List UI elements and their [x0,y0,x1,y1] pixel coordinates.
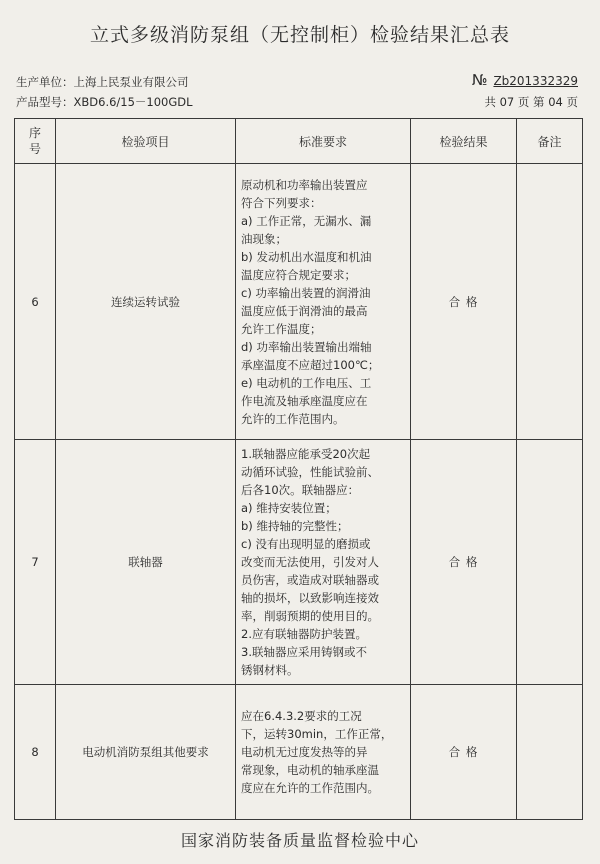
requirement-line: 温度应符合规定要求； [241,267,356,282]
inspection-result: 合 格 [411,164,517,440]
header-no: 序号 [15,119,56,164]
report-number-line [472,71,578,89]
manufacturer-label: 生产单位： [16,75,74,89]
requirement-line: 2.应有联轴器防护装置。 [241,627,367,641]
header-remark: 备注 [517,119,583,164]
requirement-line: 温度应低于润滑油的最高 [241,303,368,318]
standard-requirement [236,685,411,820]
inspection-item: 联轴器 [56,440,236,685]
manufacturer-line [16,74,189,90]
row-number: 6 [15,164,56,440]
requirement-line: 轴的损坏，以致影响连接效 [241,591,379,605]
requirement-line: 动循环试验，性能试验前、 [241,465,379,479]
requirement-line: a) 工作正常，无漏水、漏 [241,213,372,228]
number-symbol: № [471,71,488,89]
requirement-line: 油现象； [241,231,287,246]
model-value: XBD6.6/15－100GDL [73,95,193,109]
requirement-line: 改变而无法使用，引发对人 [241,555,379,569]
requirement-line: 允许的工作范围内。 [241,411,345,426]
table-row [15,164,583,440]
requirement-line: b) 维持轴的完整性； [241,519,349,533]
requirement-line: 度应在允许的工作范围内。 [241,781,379,795]
requirement-line: 后各10次。联轴器应： [241,483,360,497]
remark [517,440,583,685]
table-header-row [15,119,583,164]
requirement-line: 允许工作温度； [241,321,322,336]
results-table [14,118,583,820]
requirement-line: 原动机和功率输出装置应 [241,177,368,192]
requirement-line: e) 电动机的工作电压、工 [241,375,372,390]
header-standard: 标准要求 [236,119,411,164]
table-row [15,440,583,685]
row-number: 7 [15,440,56,685]
row-number: 8 [15,685,56,820]
document-title: 立式多级消防泵组（无控制柜）检验结果汇总表 [89,24,510,46]
requirement-line: 3.联轴器应采用铸钢或不 [241,645,367,659]
inspection-result: 合 格 [411,440,517,685]
requirement-line: 符合下列要求： [241,195,322,210]
requirement-line: 下，运转30min，工作正常， [241,727,393,741]
header-item: 检验项目 [56,119,236,164]
requirement-line: 作电流及轴承座温度应在 [241,393,368,408]
requirement-line: a) 维持安装位置； [241,501,337,515]
requirement-line: b) 发动机出水温度和机油 [241,249,372,264]
header-result: 检验结果 [411,119,517,164]
requirement-line: c) 没有出现明显的磨损或 [241,537,371,551]
standard-requirement [236,440,411,685]
requirement-line: 员伤害，或造成对联轴器或 [241,573,379,587]
inspection-result: 合 格 [411,685,517,820]
inspection-item: 连续运转试验 [56,164,236,440]
standard-requirement [236,164,411,440]
requirement-line: 应在6.4.3.2要求的工况 [241,709,362,723]
page-info: 共 07 页 第 04 页 [484,95,578,109]
inspection-item: 电动机消防泵组其他要求 [56,685,236,820]
report-number: Zb201332329 [493,74,578,88]
remark [517,164,583,440]
issuing-organization: 国家消防装备质量监督检验中心 [180,831,419,850]
requirement-line: 电动机无过度发热等的异 [241,745,368,759]
table-row [15,685,583,820]
remark [517,685,583,820]
requirement-line: 1.联轴器应能承受20次起 [241,447,371,461]
requirement-line: 率，削弱预期的使用目的。 [241,609,379,623]
requirement-line: c) 功率输出装置的润滑油 [241,285,371,300]
manufacturer-value: 上海上民泵业有限公司 [73,75,189,89]
requirement-line: 常现象，电动机的轴承座温 [241,763,379,777]
model-line [16,94,193,110]
requirement-line: 锈钢材料。 [241,663,299,677]
requirement-line: d) 功率输出装置输出端轴 [241,339,372,354]
requirement-line: 承座温度不应超过100℃； [241,357,380,372]
model-label: 产品型号： [16,95,74,109]
